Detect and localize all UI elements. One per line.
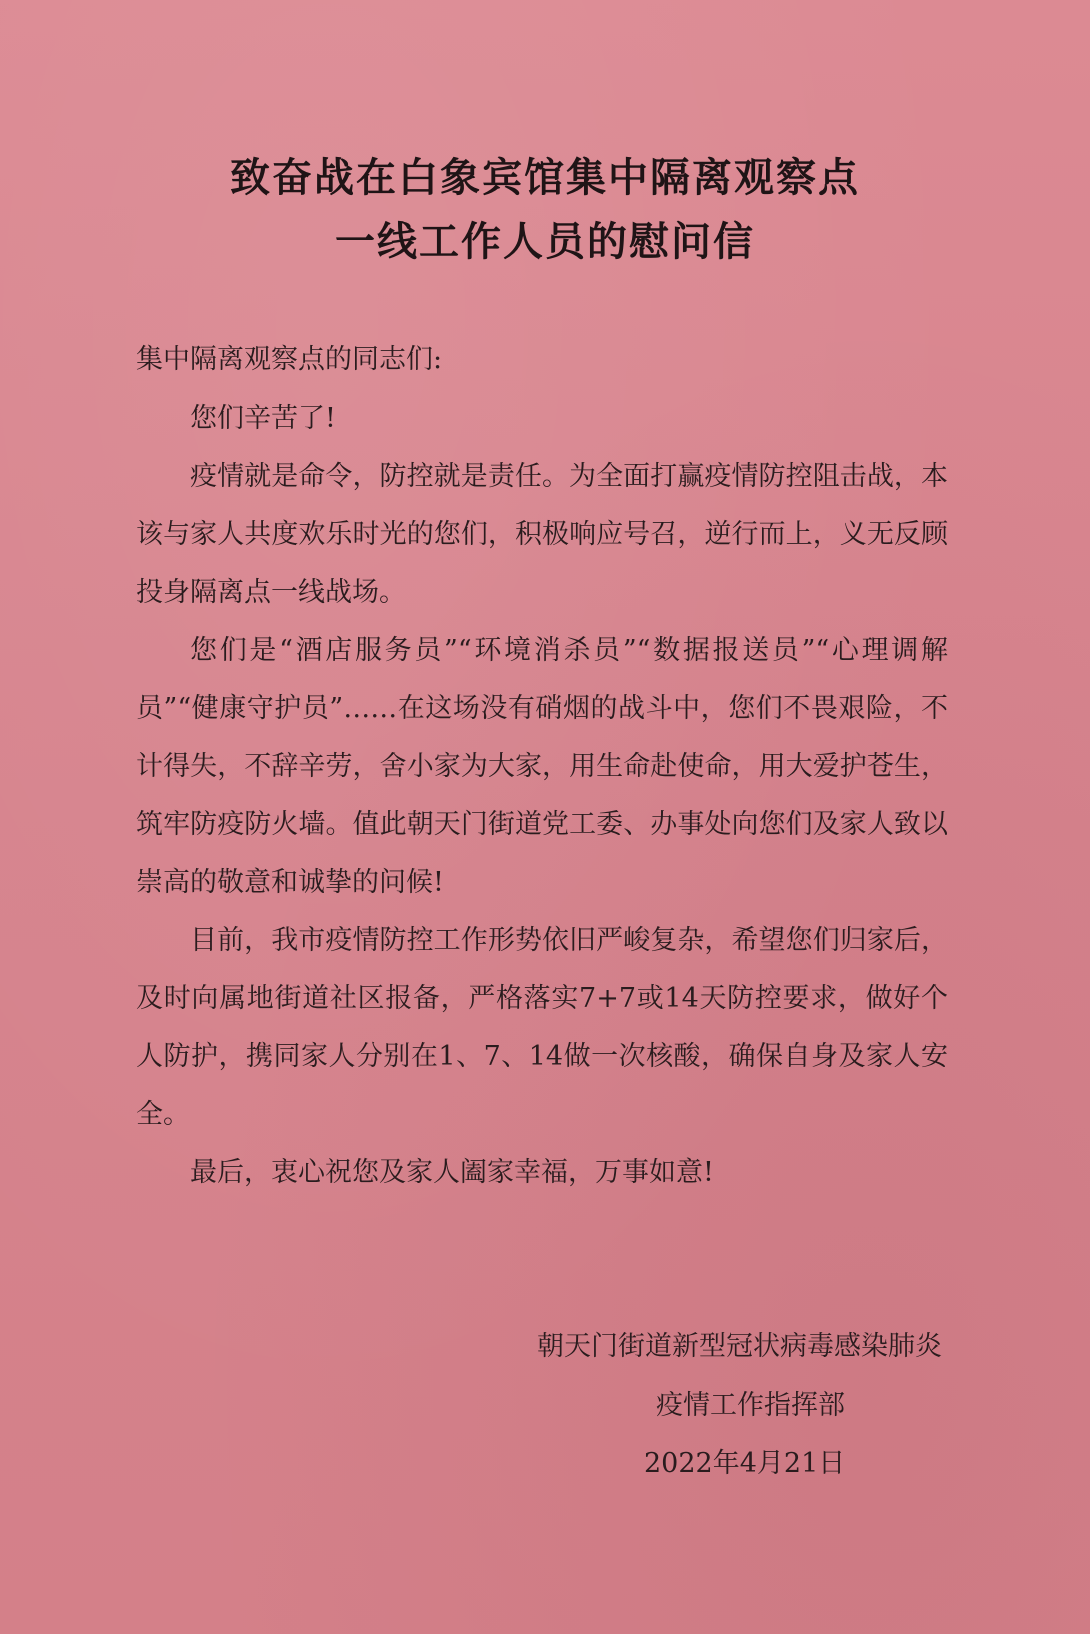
paragraph-requirements: 目前，我市疫情防控工作形势依旧严峻复杂，希望您们归家后，及时向属地街道社区报备，严格落实7+7或14天防控要求，做好个人防护，携同家人分别在1、7、14做一次核酸，确保自身及家人安全。 [136, 925, 948, 1130]
paragraph-roles: 您们是“酒店服务员”“环境消杀员”“数据报送员”“心理调解员”“健康守护员”……在这场没有硝烟的战斗中，您们不畏艰险，不计得失，不辞辛劳，舍小家为大家，用生命赴使命，用大爱护苍生，筑牢防疫防火墙。值此朝天门街道党工委、办事处向您们及家人致以崇高的敬意和诚挚的问候! [136, 635, 948, 898]
signature-org-line-2: 疫情工作指挥部 [656, 1390, 845, 1421]
letter-title-line-2: 一线工作人员的慰问信 [335, 218, 755, 265]
signature-org-line-1: 朝天门街道新型冠状病毒感染肺炎 [537, 1331, 942, 1362]
paragraph-closing: 最后，衷心祝您及家人阖家幸福，万事如意! [190, 1157, 714, 1188]
paragraph-dedication: 疫情就是命令，防控就是责任。为全面打赢疫情防控阻击战，本该与家人共度欢乐时光的您们，积极响应号召，逆行而上，义无反顾投身隔离点一线战场。 [136, 461, 948, 608]
paragraph-greeting: 您们辛苦了! [190, 403, 336, 434]
signature-date: 2022年4月21日 [644, 1448, 846, 1479]
letter-title-line-1: 致奋战在白象宾馆集中隔离观察点 [230, 154, 860, 201]
salutation: 集中隔离观察点的同志们: [136, 344, 443, 375]
